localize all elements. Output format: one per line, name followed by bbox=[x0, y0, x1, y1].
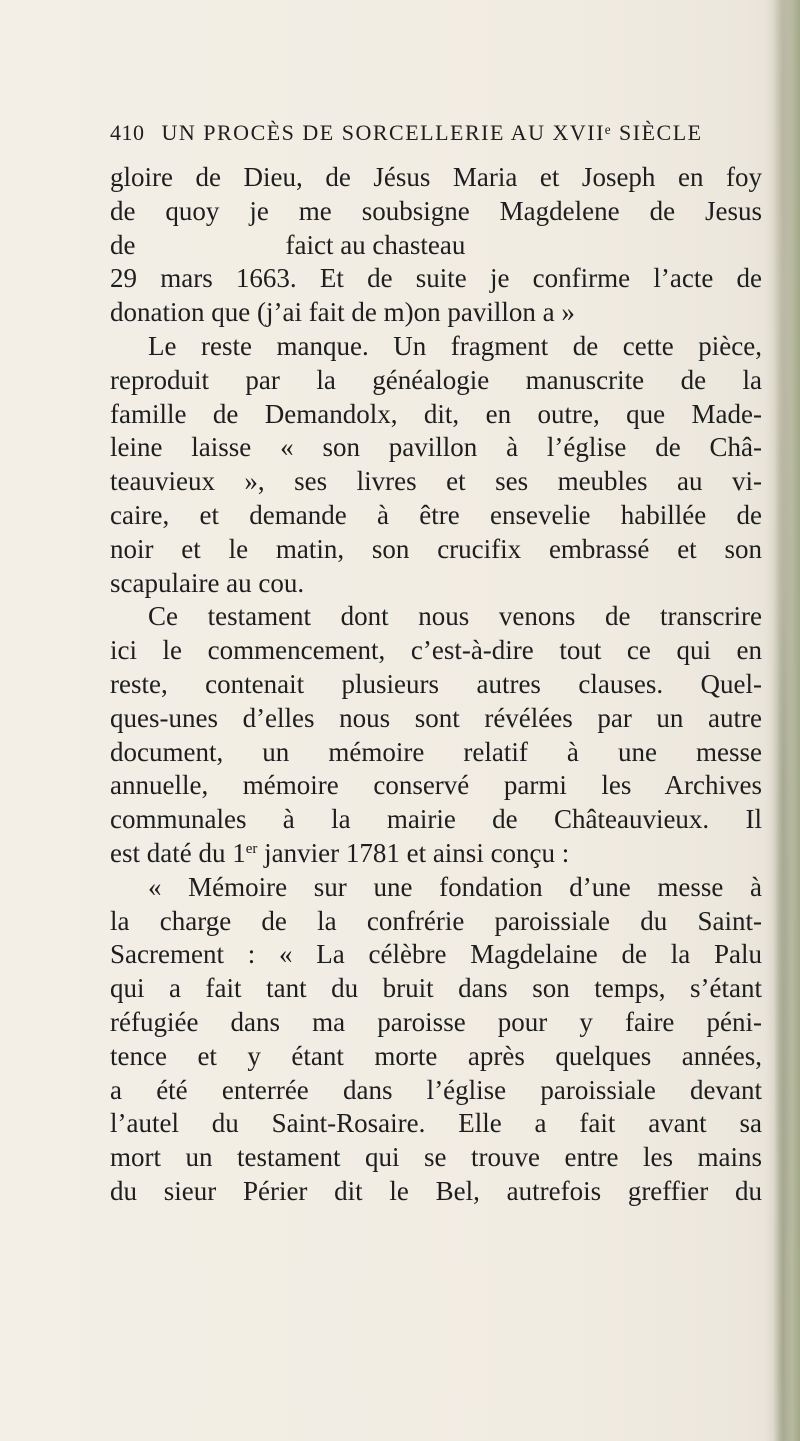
text-line: la charge de la confrérie paroissiale du Saint- bbox=[110, 905, 762, 936]
text-line: 29 mars 1663. Et de suite je confirme l’acte de bbox=[110, 263, 762, 294]
text-fragment: est daté du 1 bbox=[110, 837, 246, 868]
text-line: scapulaire au cou. bbox=[110, 567, 305, 598]
text-line: qui a fait tant du bruit dans son temps, s’étant bbox=[110, 973, 762, 1004]
text-line: reproduit par la généalogie manuscrite de la bbox=[110, 364, 762, 395]
text-line: teauvieux », ses livres et ses meubles au vi- bbox=[110, 466, 762, 497]
text-line: Sacrement : « La célèbre Magdelaine de la Palu bbox=[110, 939, 762, 970]
running-title: UN PROCÈS DE SORCELLERIE AU XVIIᵉ SIÈCLE bbox=[161, 120, 703, 145]
text-fragment: de bbox=[110, 229, 136, 260]
body-text bbox=[110, 161, 762, 1209]
text-line bbox=[110, 229, 762, 263]
text-line: annuelle, mémoire conservé parmi les Archives bbox=[110, 770, 762, 801]
page-number: 410 bbox=[110, 120, 145, 145]
text-line: Le reste manque. Un fragment de cette pièce, bbox=[148, 330, 762, 361]
page-edge-shadow bbox=[766, 0, 800, 1441]
text-fragment: faict au chasteau bbox=[285, 229, 466, 260]
text-line: famille de Demandolx, dit, en outre, que Made- bbox=[110, 398, 762, 429]
text-line: leine laisse « son pavillon à l’église de Châ- bbox=[110, 432, 762, 463]
ordinal-superscript: er bbox=[245, 840, 258, 857]
text-line: noir et le matin, son crucifix embrassé et son bbox=[110, 533, 762, 564]
text-line: caire, et demande à être ensevelie habillée de bbox=[110, 499, 762, 530]
text-line bbox=[110, 837, 762, 871]
text-line: document, un mémoire relatif à une messe bbox=[110, 736, 762, 767]
text-line: tence et y étant morte après quelques années, bbox=[110, 1040, 762, 1071]
text-line: du sieur Périer dit le Bel, autrefois greffier du bbox=[110, 1175, 762, 1206]
text-line: ici le commencement, c’est-à-dire tout ce qui en bbox=[110, 635, 762, 666]
text-line: l’autel du Saint-Rosaire. Elle a fait avant sa bbox=[110, 1108, 762, 1139]
text-line: donation que (j’ai fait de m)on pavillon a » bbox=[110, 297, 575, 328]
text-line: réfugiée dans ma paroisse pour y faire péni- bbox=[110, 1006, 762, 1037]
text-line: mort un testament qui se trouve entre les mains bbox=[110, 1142, 762, 1173]
text-line: communales à la mairie de Châteauvieux. Il bbox=[110, 804, 762, 835]
text-line: gloire de Dieu, de Jésus Maria et Joseph en foy bbox=[110, 162, 762, 192]
text-line: de quoy je me soubsigne Magdelene de Jesus bbox=[110, 195, 762, 226]
text-line: a été enterrée dans l’église paroissiale devant bbox=[110, 1074, 762, 1105]
text-line: « Mémoire sur une fondation d’une messe à bbox=[148, 871, 762, 902]
running-header bbox=[110, 120, 750, 146]
text-line: Ce testament dont nous venons de transcrire bbox=[148, 601, 762, 632]
text-fragment: janvier 1781 et ainsi conçu : bbox=[264, 837, 570, 868]
text-line: reste, contenait plusieurs autres clauses. Quel- bbox=[110, 668, 762, 699]
text-line: ques-unes d’elles nous sont révélées par un autre bbox=[110, 702, 762, 733]
